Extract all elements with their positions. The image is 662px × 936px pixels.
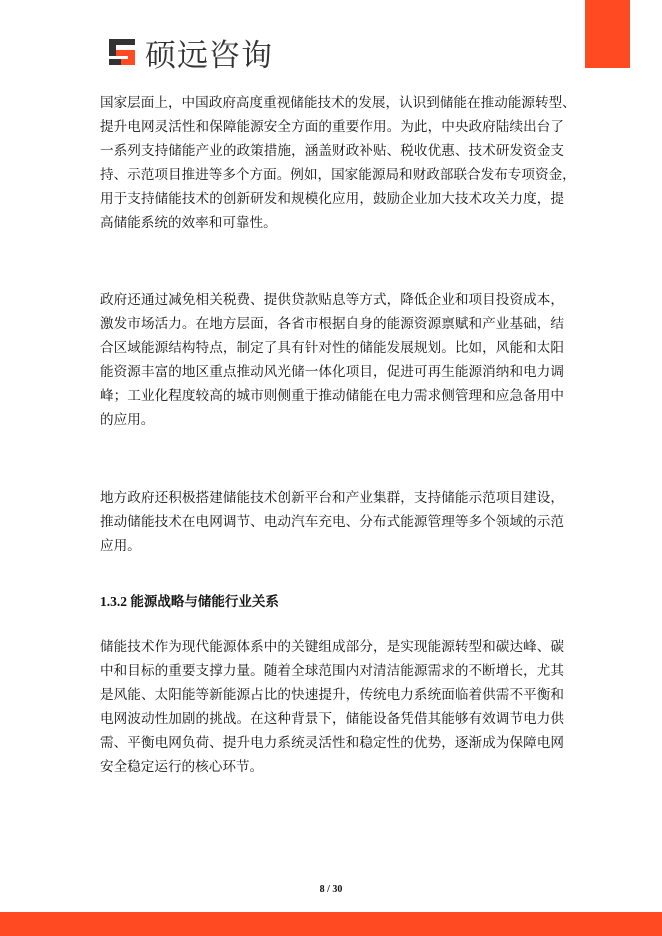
text-line: 提升电网灵活性和保障能源安全方面的重要作用。为此，中央政府陆续出台了 (100, 119, 564, 135)
text-line: 地方政府还积极搭建储能技术创新平台和产业集群，支持储能示范项目建设， (100, 490, 564, 506)
page-number: 8 / 30 (319, 884, 343, 895)
text-line: 需、平衡电网负荷、提升电力系统灵活性和稳定性的优势，逐渐成为保障电网 (100, 735, 564, 751)
text-line: 一系列支持储能产业的政策措施，涵盖财政补贴、税收优惠、技术研发资金支 (100, 143, 564, 159)
corner-accent-block (585, 0, 630, 68)
text-line: 用于支持储能技术的创新研发和规模化应用，鼓励企业加大技术攻关力度，提 (100, 191, 564, 207)
text-line: 合区域能源结构特点，制定了具有针对性的储能发展规划。比如，风能和太阳 (100, 340, 564, 356)
text-line: 应用。 (100, 538, 141, 554)
text-line: 的应用。 (100, 412, 155, 428)
text-line: 中和目标的重要支撑力量。随着全球范围内对清洁能源需求的不断增长，尤其 (100, 663, 564, 679)
section-heading: 1.3.2 能源战略与储能行业关系 (100, 594, 279, 609)
paragraph-2 (100, 288, 564, 432)
text-line: 电网波动性加剧的挑战。在这种背景下，储能设备凭借其能够有效调节电力供 (100, 711, 564, 727)
paragraph-1 (100, 91, 576, 235)
text-line: 储能技术作为现代能源体系中的关键组成部分，是实现能源转型和碳达峰、碳 (100, 639, 564, 655)
brand-name: 硕远咨询 (145, 37, 273, 74)
text-line: 安全稳定运行的核心环节。 (100, 759, 264, 775)
text-line: 持、示范项目推进等多个方面。例如，国家能源局和财政部联合发布专项资金， (100, 167, 576, 183)
paragraph-4 (100, 635, 564, 779)
footer-bar (0, 912, 662, 936)
text-line: 激发市场活力。在地方层面，各省市根据自身的能源资源禀赋和产业基础，结 (100, 316, 564, 332)
text-line: 是风能、太阳能等新能源占比的快速提升，传统电力系统面临着供需不平衡和 (100, 687, 564, 703)
paragraph-3 (100, 486, 564, 558)
logo-mark-icon (107, 36, 139, 68)
text-line: 能资源丰富的地区重点推动风光储一体化项目，促进可再生能源消纳和电力调 (100, 364, 564, 380)
text-line: 峰；工业化程度较高的城市则侧重于推动储能在电力需求侧管理和应急备用中 (100, 388, 564, 404)
text-line: 政府还通过减免相关税费、提供贷款贴息等方式，降低企业和项目投资成本， (100, 292, 564, 308)
text-line: 推动储能技术在电网调节、电动汽车充电、分布式能源管理等多个领域的示范 (100, 514, 564, 530)
text-line: 国家层面上，中国政府高度重视储能技术的发展，认识到储能在推动能源转型、 (100, 95, 576, 111)
text-line: 高储能系统的效率和可靠性。 (100, 215, 277, 231)
brand-logo (107, 34, 273, 74)
